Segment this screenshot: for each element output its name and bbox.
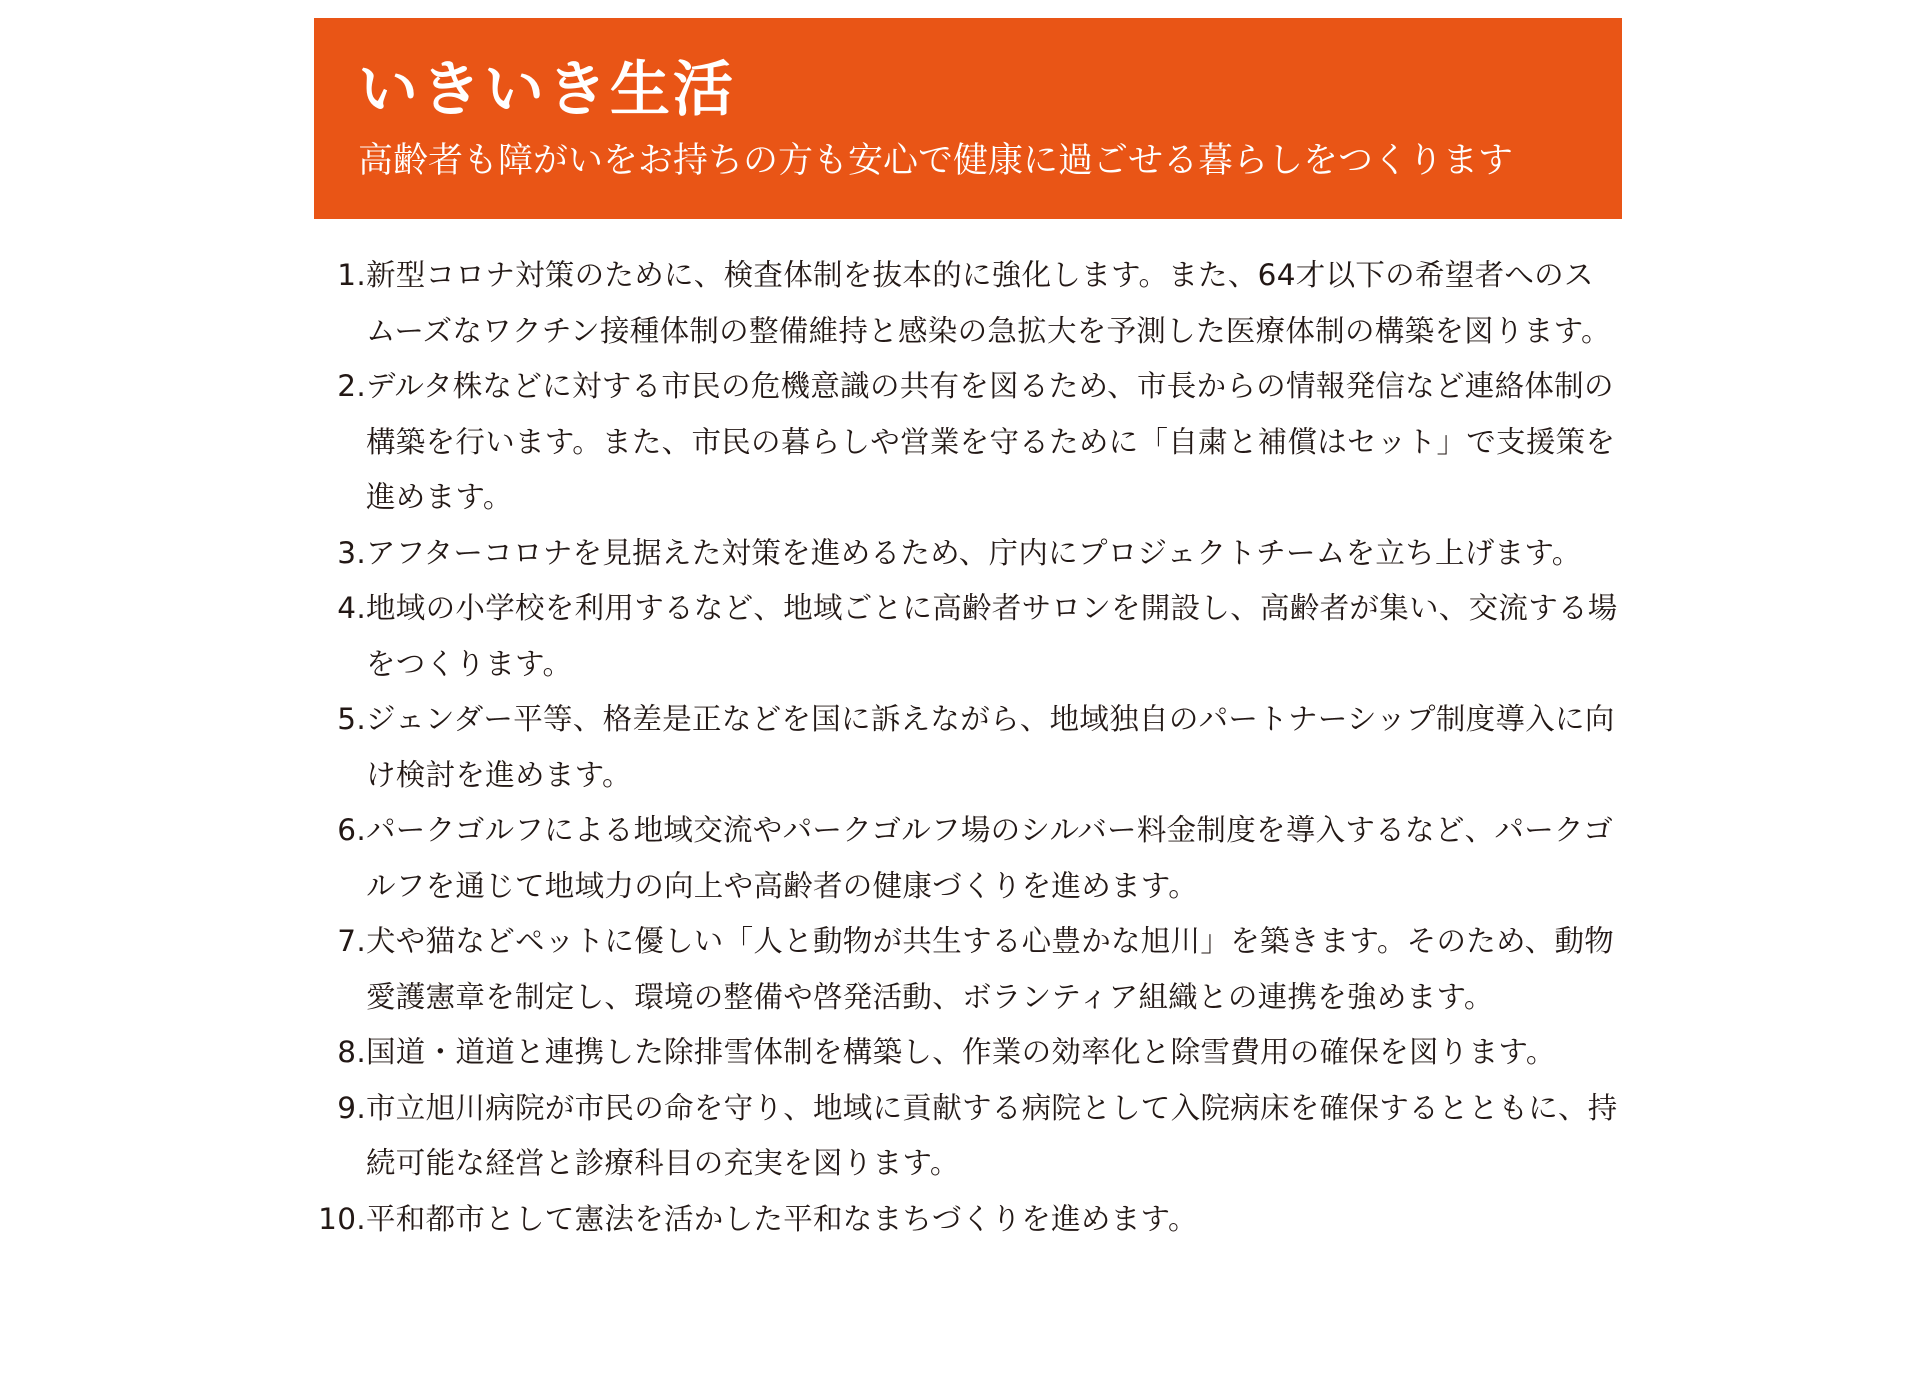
policy-text: 市立旭川病院が市民の命を守り、地域に貢献する病院として入院病床を確保するとともに、持続可能な経営と診療科目の充実を図ります。: [366, 1090, 1618, 1180]
policy-item-9: [314, 1081, 1622, 1192]
policy-text: デルタ株などに対する市民の危機意識の共有を図るため、市長からの情報発信など連絡体制の構築を行います。また、市民の暮らしや営業を守るために「自粛と補償はセット」で支援策を進めます。: [366, 369, 1616, 514]
policy-item-1: [314, 248, 1622, 359]
policy-list: [314, 248, 1622, 1247]
policy-number: 8.: [337, 1035, 366, 1069]
policy-item-5: [314, 692, 1622, 803]
section-header: [314, 18, 1622, 219]
section-title: いきいき生活: [358, 55, 736, 125]
policy-text: 国道・道道と連携した除排雪体制を構築し、作業の効率化と除雪費用の確保を図ります。: [366, 1035, 1556, 1069]
policy-number: 6.: [337, 813, 366, 847]
policy-number: 10.: [318, 1201, 366, 1236]
policy-text: 平和都市として憲法を活かした平和なまちづくりを進めます。: [366, 1201, 1198, 1236]
policy-item-10: [314, 1192, 1622, 1248]
policy-number: 3.: [337, 535, 366, 570]
policy-text: 新型コロナ対策のために、検査体制を抜本的に強化します。また、64才以下の希望者へのスムーズなワクチン接種体制の整備維持と感染の急拡大を予測した医療体制の構築を図ります。: [366, 258, 1611, 348]
policy-text: パークゴルフによる地域交流やパークゴルフ場のシルバー料金制度を導入するなど、パークゴルフを通じて地域力の向上や高齢者の健康づくりを進めます。: [366, 813, 1614, 903]
policy-text: 犬や猫などペットに優しい「人と動物が共生する心豊かな旭川」を築きます。そのため、動物愛護憲章を制定し、環境の整備や啓発活動、ボランティア組織との連携を強めます。: [366, 924, 1615, 1014]
policy-text: ジェンダー平等、格差是正などを国に訴えながら、地域独自のパートナーシップ制度導入に向け検討を進めます。: [366, 702, 1615, 792]
policy-text: 地域の小学校を利用するなど、地域ごとに高齢者サロンを開設し、高齢者が集い、交流する場をつくります。: [366, 591, 1618, 681]
section-subtitle: 高齢者も障がいをお持ちの方も安心で健康に過ごせる暮らしをつくります: [358, 141, 1514, 181]
policy-number: 7.: [337, 924, 366, 958]
policy-item-3: [314, 526, 1622, 582]
policy-number: 9.: [337, 1090, 366, 1125]
policy-item-8: [314, 1025, 1622, 1081]
policy-item-6: [314, 803, 1622, 914]
policy-text: アフターコロナを見据えた対策を進めるため、庁内にプロジェクトチームを立ち上げます。: [366, 535, 1582, 570]
policy-item-7: [314, 914, 1622, 1025]
policy-number: 5.: [337, 702, 366, 736]
policy-number: 2.: [337, 369, 366, 403]
policy-number: 1.: [337, 258, 366, 292]
policy-item-2: [314, 359, 1622, 526]
policy-item-4: [314, 581, 1622, 692]
policy-number: 4.: [337, 591, 366, 625]
